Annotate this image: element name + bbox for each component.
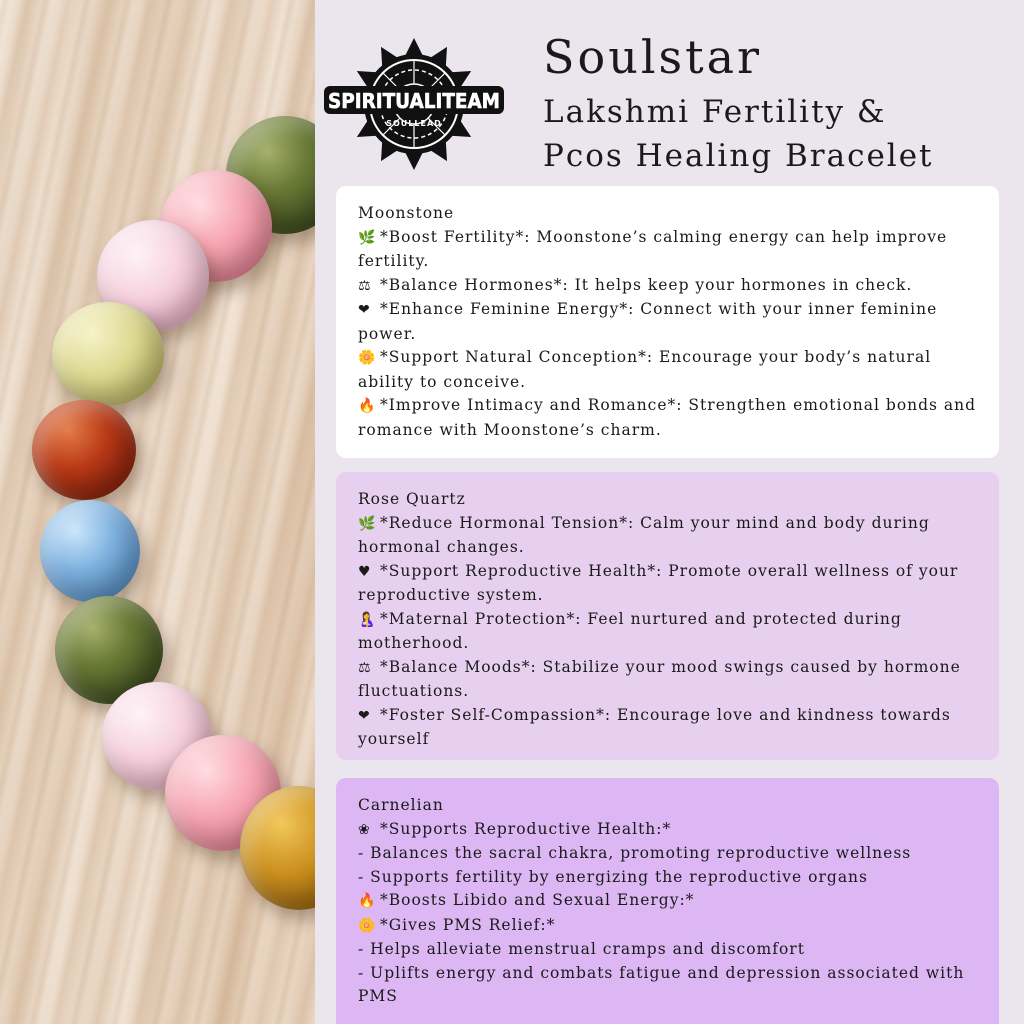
benefit-text: *Foster Self-Compassion*: Encourage love and kindness towards yourself: [358, 705, 951, 748]
benefit-line: [358, 512, 977, 560]
benefit-text: - Helps alleviate menstrual cramps and discomfort: [358, 940, 805, 958]
benefit-line: [358, 889, 977, 914]
benefit-line: [358, 656, 977, 704]
scales-icon: ⚖: [358, 277, 372, 294]
logo-subtext: SOULLEAD: [386, 119, 442, 128]
benefit-line: [358, 560, 977, 608]
benefit-text: *Enhance Feminine Energy*: Connect with your inner feminine power.: [358, 300, 938, 343]
flower-icon: ❀: [358, 821, 371, 838]
benefit-line: [358, 938, 977, 962]
benefit-text: - Supports fertility by energizing the reproductive organs: [358, 867, 868, 886]
benefit-line: [358, 226, 977, 274]
benefit-text: *Gives PMS Relief:*: [380, 915, 556, 934]
subtitle-line-2: Pcos Healing Bracelet: [543, 138, 934, 174]
benefit-text: *Boosts Libido and Sexual Energy:*: [380, 891, 695, 909]
benefit-line: [358, 346, 977, 394]
bracelet-photo: [0, 0, 315, 1024]
benefit-text: *Supports Reproductive Health:*: [380, 819, 672, 838]
card-title: Moonstone: [358, 204, 455, 222]
brand-logo: [322, 34, 506, 174]
rose-quartz-card: [336, 472, 999, 760]
fire-icon: 🔥: [358, 398, 377, 414]
benefit-line: [358, 704, 977, 752]
page-subtitle: [543, 90, 934, 178]
benefit-line: [358, 962, 977, 1009]
benefit-line: [358, 866, 977, 890]
herb-icon: 🌿: [358, 229, 377, 246]
card-title: Carnelian: [358, 796, 444, 814]
page-title: Soulstar: [543, 30, 763, 84]
benefit-text: *Improve Intimacy and Romance*: Strengthen emotional bonds and romance with Moonstone’s charm.: [358, 396, 977, 439]
benefit-text: *Balance Moods*: Stabilize your mood swings caused by hormone fluctuations.: [358, 657, 961, 700]
benefit-line: [358, 298, 977, 346]
benefit-line: [358, 274, 977, 299]
benefit-text: *Maternal Protection*: Feel nurtured and protected during motherhood.: [358, 609, 902, 652]
herb-icon: 🌿: [358, 515, 377, 532]
mother-icon: 🤱: [358, 611, 377, 628]
card-title: Rose Quartz: [358, 490, 466, 508]
logo-text: SPIRITUALITEAM: [328, 89, 500, 113]
bead-yellow: [52, 302, 164, 406]
benefit-text: *Support Natural Conception*: Encourage your body’s natural ability to conceive.: [358, 348, 932, 391]
blossom-icon: 🌼: [358, 350, 377, 366]
bead-red: [32, 400, 136, 500]
moonstone-card: [336, 186, 999, 458]
benefit-line: [358, 842, 977, 866]
heart-icon: ❤: [358, 707, 371, 724]
subtitle-line-1: Lakshmi Fertility &: [543, 94, 887, 130]
benefit-text: - Balances the sacral chakra, promoting reproductive wellness: [358, 844, 912, 862]
bead-blue: [40, 500, 140, 602]
benefit-text: - Uplifts energy and combats fatigue and depression associated with PMS: [358, 963, 965, 1005]
benefit-line: [358, 914, 977, 939]
benefit-line: [358, 818, 977, 843]
carnelian-card: [336, 778, 999, 1024]
benefit-text: *Support Reproductive Health*: Promote overall wellness of your reproductive system.: [358, 561, 959, 604]
heart-icon: ❤: [358, 302, 371, 318]
benefit-line: [358, 394, 977, 442]
benefit-text: *Reduce Hormonal Tension*: Calm your mind and body during hormonal changes.: [358, 513, 930, 556]
benefit-text: *Balance Hormones*: It helps keep your hormones in check.: [380, 275, 913, 294]
benefit-line: [358, 608, 977, 656]
heart-icon: ♥: [358, 563, 372, 580]
benefit-text: *Boost Fertility*: Moonstone’s calming energy can help improve fertility.: [358, 227, 948, 270]
blossom-icon: 🌼: [358, 917, 377, 934]
scales-icon: ⚖: [358, 659, 372, 676]
fire-icon: 🔥: [358, 893, 377, 909]
